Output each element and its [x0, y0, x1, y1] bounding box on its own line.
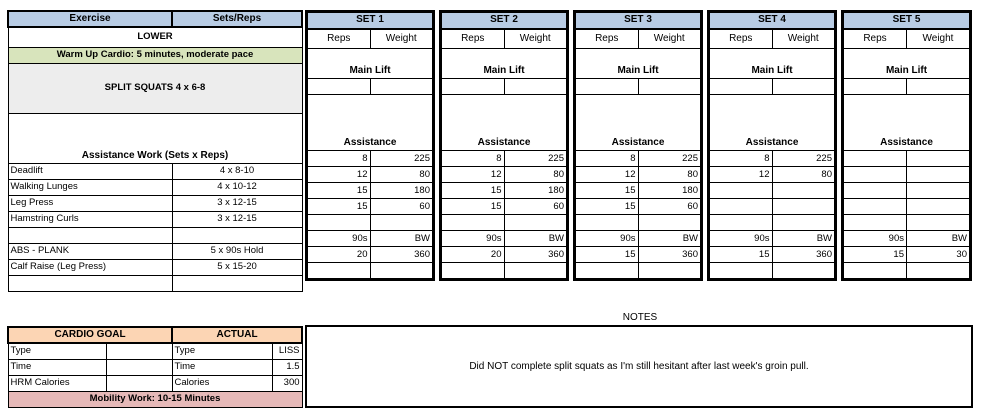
- exercise-sets[interactable]: 4 x 10-12: [172, 179, 302, 195]
- exercise-name[interactable]: [8, 227, 172, 243]
- reps-cell[interactable]: 15: [308, 183, 371, 199]
- weight-cell[interactable]: [907, 199, 970, 215]
- reps-cell[interactable]: 15: [308, 199, 371, 215]
- reps-cell[interactable]: 15: [442, 183, 505, 199]
- table-row: [308, 247, 433, 263]
- reps-cell[interactable]: 8: [308, 151, 371, 167]
- main-lift-weight[interactable]: [772, 79, 835, 95]
- exercise-name[interactable]: [8, 275, 172, 291]
- set-title: SET 2: [442, 13, 567, 29]
- actual-value[interactable]: LISS: [272, 343, 302, 359]
- table-row: [8, 227, 302, 243]
- reps-cell[interactable]: 90s: [844, 231, 907, 247]
- exercise-name[interactable]: Deadlift: [8, 163, 172, 179]
- reps-cell[interactable]: 8: [576, 151, 639, 167]
- assistance-label: Assistance: [576, 95, 701, 151]
- weight-cell[interactable]: 360: [504, 247, 567, 263]
- set-title: SET 4: [710, 13, 835, 29]
- notes-text: Did NOT complete split squats as I'm still hesitant after last week's groin pull.: [469, 361, 809, 372]
- table-row: [8, 163, 302, 179]
- reps-cell[interactable]: 8: [710, 151, 773, 167]
- table-row: [442, 151, 567, 167]
- reps-cell[interactable]: [576, 263, 639, 279]
- weight-cell[interactable]: [638, 263, 701, 279]
- table-row: [8, 275, 302, 291]
- exercise-sets[interactable]: 4 x 8-10: [172, 163, 302, 179]
- reps-cell[interactable]: [844, 183, 907, 199]
- weight-cell[interactable]: 80: [772, 167, 835, 183]
- table-row: [576, 151, 701, 167]
- reps-cell[interactable]: 12: [710, 167, 773, 183]
- weight-cell[interactable]: BW: [504, 231, 567, 247]
- reps-cell[interactable]: [710, 263, 773, 279]
- sets-reps-header: Sets/Reps: [172, 11, 302, 27]
- weight-cell[interactable]: [772, 263, 835, 279]
- reps-cell[interactable]: [844, 199, 907, 215]
- table-row: [8, 179, 302, 195]
- main-lift-label: Main Lift: [308, 49, 433, 79]
- cardio-table: [7, 326, 303, 408]
- exercise-name[interactable]: Hamstring Curls: [8, 211, 172, 227]
- exercise-table: [7, 10, 303, 292]
- weight-cell[interactable]: BW: [638, 231, 701, 247]
- weight-cell[interactable]: 80: [370, 167, 433, 183]
- table-row: [442, 231, 567, 247]
- reps-label: Reps: [308, 29, 371, 49]
- weight-cell[interactable]: 30: [907, 247, 970, 263]
- main-lift-weight[interactable]: [504, 79, 567, 95]
- weight-cell[interactable]: [907, 183, 970, 199]
- table-row: [576, 199, 701, 215]
- reps-cell[interactable]: [308, 263, 371, 279]
- exercise-sets[interactable]: [172, 275, 302, 291]
- weight-cell[interactable]: 60: [504, 199, 567, 215]
- table-row: [710, 231, 835, 247]
- assistance-header: Assistance Work (Sets x Reps): [8, 113, 302, 163]
- reps-cell[interactable]: [710, 215, 773, 231]
- main-lift-weight[interactable]: [370, 79, 433, 95]
- table-row: [710, 215, 835, 231]
- weight-cell[interactable]: 360: [638, 247, 701, 263]
- weight-cell[interactable]: [772, 215, 835, 231]
- weight-cell[interactable]: 225: [504, 151, 567, 167]
- table-row: [8, 211, 302, 227]
- goal-label: Time: [8, 359, 106, 375]
- goal-value[interactable]: [106, 375, 172, 391]
- reps-cell[interactable]: 15: [844, 247, 907, 263]
- actual-label: Time: [172, 359, 272, 375]
- reps-cell[interactable]: 15: [442, 199, 505, 215]
- main-lift-reps[interactable]: [442, 79, 505, 95]
- reps-cell[interactable]: [576, 215, 639, 231]
- goal-label: HRM Calories: [8, 375, 106, 391]
- reps-cell[interactable]: [844, 167, 907, 183]
- cardio-goal-header: CARDIO GOAL: [8, 327, 172, 343]
- table-row: [844, 231, 970, 247]
- weight-cell[interactable]: BW: [772, 231, 835, 247]
- table-row: [844, 199, 970, 215]
- warmup-cell: Warm Up Cardio: 5 minutes, moderate pace: [8, 47, 302, 63]
- assistance-label: Assistance: [442, 95, 567, 151]
- weight-label: Weight: [907, 29, 970, 49]
- table-row: [844, 151, 970, 167]
- table-row: [308, 167, 433, 183]
- weight-cell[interactable]: [370, 263, 433, 279]
- weight-label: Weight: [772, 29, 835, 49]
- notes-title: NOTES: [622, 312, 658, 323]
- exercise-header: Exercise: [8, 11, 172, 27]
- reps-cell[interactable]: [710, 199, 773, 215]
- reps-cell[interactable]: [710, 183, 773, 199]
- set-5-table: [841, 10, 972, 281]
- weight-cell[interactable]: [907, 263, 970, 279]
- weight-cell[interactable]: BW: [370, 231, 433, 247]
- table-row: [308, 215, 433, 231]
- reps-cell[interactable]: 20: [308, 247, 371, 263]
- main-lift-label: Main Lift: [844, 49, 970, 79]
- table-row: [442, 167, 567, 183]
- main-lift-weight[interactable]: [907, 79, 970, 95]
- table-row: [576, 215, 701, 231]
- weight-cell[interactable]: 80: [638, 167, 701, 183]
- reps-cell[interactable]: 12: [308, 167, 371, 183]
- reps-cell[interactable]: [844, 151, 907, 167]
- table-row: [844, 183, 970, 199]
- table-row: [576, 247, 701, 263]
- table-row: [844, 167, 970, 183]
- reps-cell[interactable]: 15: [576, 183, 639, 199]
- notes-box[interactable]: [305, 325, 973, 408]
- set-title: SET 3: [576, 13, 701, 29]
- reps-label: Reps: [844, 29, 907, 49]
- weight-cell[interactable]: 360: [370, 247, 433, 263]
- weight-cell[interactable]: [907, 215, 970, 231]
- table-row: [576, 167, 701, 183]
- weight-cell[interactable]: [504, 215, 567, 231]
- weight-cell[interactable]: [370, 215, 433, 231]
- exercise-sets[interactable]: 3 x 12-15: [172, 195, 302, 211]
- set-2-table: [439, 10, 569, 281]
- reps-cell[interactable]: 15: [710, 247, 773, 263]
- table-row: [308, 183, 433, 199]
- weight-cell[interactable]: 225: [638, 151, 701, 167]
- main-lift-reps[interactable]: [844, 79, 907, 95]
- weight-cell[interactable]: [772, 183, 835, 199]
- weight-cell[interactable]: 360: [772, 247, 835, 263]
- weight-cell[interactable]: [907, 151, 970, 167]
- exercise-sets[interactable]: 5 x 90s Hold: [172, 243, 302, 259]
- day-label: LOWER: [8, 27, 302, 47]
- reps-label: Reps: [710, 29, 773, 49]
- exercise-sets[interactable]: 3 x 12-15: [172, 211, 302, 227]
- weight-label: Weight: [370, 29, 433, 49]
- table-row: [442, 215, 567, 231]
- table-row: [710, 263, 835, 279]
- weight-cell[interactable]: 80: [504, 167, 567, 183]
- exercise-name[interactable]: Calf Raise (Leg Press): [8, 259, 172, 275]
- set-title: SET 5: [844, 13, 970, 29]
- table-row: [844, 215, 970, 231]
- set-1-table: [305, 10, 435, 281]
- weight-label: Weight: [504, 29, 567, 49]
- reps-label: Reps: [576, 29, 639, 49]
- main-lift-reps[interactable]: [308, 79, 371, 95]
- weight-cell[interactable]: [504, 263, 567, 279]
- reps-cell[interactable]: 90s: [442, 231, 505, 247]
- table-row: [8, 195, 302, 211]
- actual-label: Type: [172, 343, 272, 359]
- table-row: [710, 183, 835, 199]
- weight-cell[interactable]: BW: [907, 231, 970, 247]
- weight-cell[interactable]: 180: [370, 183, 433, 199]
- main-lift-label: Main Lift: [576, 49, 701, 79]
- table-row: [710, 167, 835, 183]
- set-title: SET 1: [308, 13, 433, 29]
- reps-cell[interactable]: 90s: [576, 231, 639, 247]
- reps-cell[interactable]: [844, 263, 907, 279]
- table-row: [442, 247, 567, 263]
- set-4-table: [707, 10, 837, 281]
- exercise-name[interactable]: Walking Lunges: [8, 179, 172, 195]
- weight-cell[interactable]: [772, 199, 835, 215]
- exercise-sets[interactable]: [172, 227, 302, 243]
- assistance-label: Assistance: [844, 95, 970, 151]
- set-3-table: [573, 10, 703, 281]
- goal-label: Type: [8, 343, 106, 359]
- weight-cell[interactable]: 225: [772, 151, 835, 167]
- reps-cell[interactable]: 12: [576, 167, 639, 183]
- weight-cell[interactable]: 60: [638, 199, 701, 215]
- reps-cell[interactable]: 15: [576, 199, 639, 215]
- actual-value[interactable]: 1.5: [272, 359, 302, 375]
- weight-cell[interactable]: [638, 215, 701, 231]
- actual-value[interactable]: 300: [272, 375, 302, 391]
- reps-cell[interactable]: [844, 215, 907, 231]
- exercise-name[interactable]: Leg Press: [8, 195, 172, 211]
- table-row: [308, 263, 433, 279]
- weight-cell[interactable]: 225: [370, 151, 433, 167]
- exercise-name[interactable]: ABS - PLANK: [8, 243, 172, 259]
- main-lift-label: Main Lift: [442, 49, 567, 79]
- reps-cell[interactable]: 15: [576, 247, 639, 263]
- mobility-cell: Mobility Work: 10-15 Minutes: [8, 391, 302, 407]
- table-row: [308, 231, 433, 247]
- table-row: [8, 259, 302, 275]
- weight-label: Weight: [638, 29, 701, 49]
- table-row: [308, 151, 433, 167]
- table-row: [710, 151, 835, 167]
- table-row: [308, 199, 433, 215]
- table-row: [8, 343, 302, 359]
- table-row: [576, 263, 701, 279]
- table-row: [710, 199, 835, 215]
- assistance-label: Assistance: [308, 95, 433, 151]
- table-row: [844, 247, 970, 263]
- weight-cell[interactable]: [907, 167, 970, 183]
- actual-label: Calories: [172, 375, 272, 391]
- reps-cell[interactable]: [442, 263, 505, 279]
- main-lift-weight[interactable]: [638, 79, 701, 95]
- table-row: [710, 247, 835, 263]
- table-row: [8, 243, 302, 259]
- assistance-label: Assistance: [710, 95, 835, 151]
- weight-cell[interactable]: 180: [504, 183, 567, 199]
- table-row: [8, 359, 302, 375]
- weight-cell[interactable]: 60: [370, 199, 433, 215]
- table-row: [576, 231, 701, 247]
- reps-cell[interactable]: 20: [442, 247, 505, 263]
- reps-cell[interactable]: 90s: [308, 231, 371, 247]
- main-lift-reps[interactable]: [576, 79, 639, 95]
- goal-value[interactable]: [106, 359, 172, 375]
- table-row: [8, 375, 302, 391]
- table-row: [844, 263, 970, 279]
- reps-cell[interactable]: [308, 215, 371, 231]
- reps-cell[interactable]: 8: [442, 151, 505, 167]
- main-lift-cell: SPLIT SQUATS 4 x 6-8: [8, 63, 302, 113]
- table-row: [442, 263, 567, 279]
- goal-value[interactable]: [106, 343, 172, 359]
- cardio-actual-header: ACTUAL: [172, 327, 302, 343]
- main-lift-label: Main Lift: [710, 49, 835, 79]
- main-lift-reps[interactable]: [710, 79, 773, 95]
- weight-cell[interactable]: 180: [638, 183, 701, 199]
- reps-cell[interactable]: 90s: [710, 231, 773, 247]
- table-row: [442, 183, 567, 199]
- reps-label: Reps: [442, 29, 505, 49]
- reps-cell[interactable]: [442, 215, 505, 231]
- table-row: [442, 199, 567, 215]
- table-row: [576, 183, 701, 199]
- exercise-sets[interactable]: 5 x 15-20: [172, 259, 302, 275]
- reps-cell[interactable]: 12: [442, 167, 505, 183]
